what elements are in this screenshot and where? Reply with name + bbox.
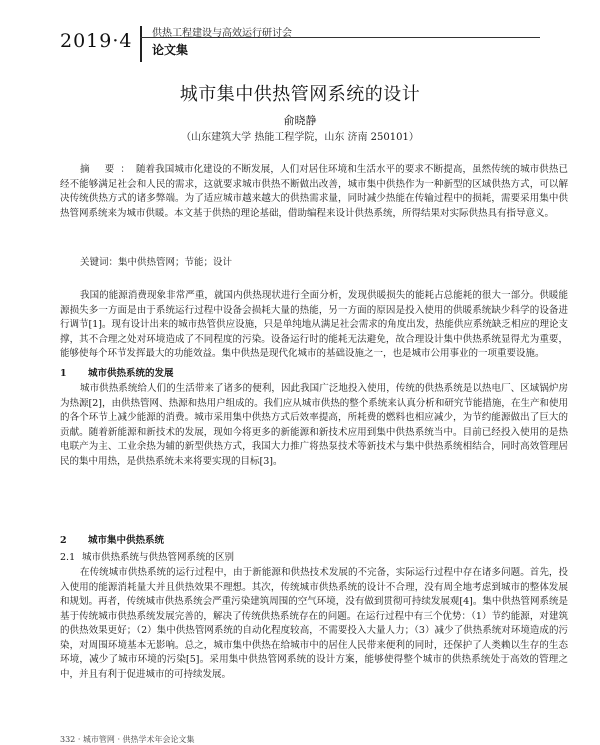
author-affiliation: （山东建筑大学 热能工程学院，山东 济南 250101）	[181, 132, 419, 143]
intro-paragraph: 我国的能源消费现象非常严重，就国内供热现状进行全面分析，发现供暖损失的能耗占总能耗的很大一部分。供暖能源损失多一方面是由于系统运行过程中设备会损耗大量的热能，另一方面的原因是投入使用的供暖系统缺少科学的设备进行调节[1]。现有设计出来的城市热管供应设施，只是单纯地从满足社会需求的角度出发，热能供应系统缺乏相应的理论支撑，其不合理之处对环境造成了不同程度的污染。设备运行时的能耗无法避免，故合理设计集中供热系统显得尤为重要，能够使每个环节发挥最大的功能效益。集中供热是现代化城市的基础设施之一，也是城市公用事业的一项重要设施。	[60, 290, 568, 359]
running-header	[0, 0, 600, 68]
section-1-title: 城市供热系统的发展	[88, 368, 174, 379]
abstract	[60, 163, 568, 221]
subsection-2-1-paragraph: 在传统城市供热系统的运行过程中，由于新能源和供热技术发展的不完备，实际运行过程中存在诸多问题。首先，投入使用的能源消耗量大并且供热效果不理想。其次，传统城市供热系统的设计不合理，没有周全地考虑到城市的整体发展和规划。再者，传统城市供热系统会严重污染建筑周围的空气环境，没有做到贯彻可持续发展观[4]。集中供热管网系统是基于传统城市供热系统发展完善的，解决了传统供热系统存在的问题。在运行过程中有三个优势：（1）节约能源，对建筑的供热效果更好；（2）集中供热管网系统的自动化程度较高，不需要投入大量人力；（3）减少了供热系统对环境造成的污染，对周围环境基本无影响。总之，城市集中供热在给城市中的居住人民带来便利的同时，还保护了人类赖以生存的生态环境，减少了城市环境的污染[5]。采用集中供热管网系统的设计方案，能够使得整个城市的供热系统处于高效的管理之中，并且有利于促进城市的可持续发展。	[60, 567, 568, 680]
subsection-2-1-heading	[60, 549, 234, 563]
section-1-number: 1	[60, 368, 67, 379]
section-2-number: 2	[60, 535, 67, 546]
subsection-2-1-title: 城市供热系统与供热管网系统的区别	[82, 552, 235, 563]
paper-title: 城市集中供热管网系统的设计	[179, 84, 421, 105]
header-vertical-rule	[140, 26, 142, 62]
abstract-label: 摘 要：	[80, 164, 136, 175]
subsection-2-1-number: 2.1	[60, 552, 76, 563]
section-1-paragraph: 城市供热系统给人们的生活带来了诸多的便利，因此我国广泛地投入使用，传统的供热系统是以热电厂、区域锅炉房为热源[2]，由供热管网、热源和热用户组成的。我们应从城市供热的整个系统来认真分析和研究节能措施，在生产和使用的各个环节上减少能源的消费。城市采用集中供热方式后效率提高，所耗费的燃料也相应减少，为节约能源做出了巨大的贡献。随着新能源和新技术的发展，现如今将更多的新能源和新技术应用到集中供热系统当中。目前已经投入使用的是热电联产为主、工业余热为辅的新型供热方式，我国大力推广将热泵技术等新技术与集中供热系统相结合，同时高效管理居民的集中用热，是供热系统未来将要实现的目标[3]。	[60, 383, 568, 467]
keywords	[80, 254, 232, 268]
section-2-title: 城市集中供热系统	[88, 535, 165, 546]
keywords-text: 集中供热管网；节能；设计	[118, 257, 233, 268]
keywords-label: 关键词：	[80, 257, 119, 268]
journal-name: 供热工程建设与高效运行研讨会	[152, 28, 292, 39]
issue-number: 2019·4	[60, 30, 133, 52]
abstract-text: 随着我国城市化建设的不断发展，人们对居住环境和生活水平的要求不断提高，虽然传统的城市供热已经不能够满足社会和人民的需求，这就要求城市供热不断做出改善，城市集中供热作为一种新型的区域供热方式，可以解决传统供热方式的诸多弊端。为了适应城市越来越大的供热需求量，同时减少热能在传输过程中的损耗，需要采用集中供热管网系统来为城市供暖。本文基于供热的理论基础，借助编程来设计供热系统，所得结果对实际供热具有指导意义。	[60, 164, 568, 219]
page-footer: 332 · 城市管网 · 供热学术年会论文集	[60, 735, 195, 744]
author-name: 俞晓静	[283, 114, 317, 127]
section-name: 论文集	[152, 43, 189, 57]
section-1-heading	[60, 365, 174, 379]
section-2-heading	[60, 532, 164, 546]
